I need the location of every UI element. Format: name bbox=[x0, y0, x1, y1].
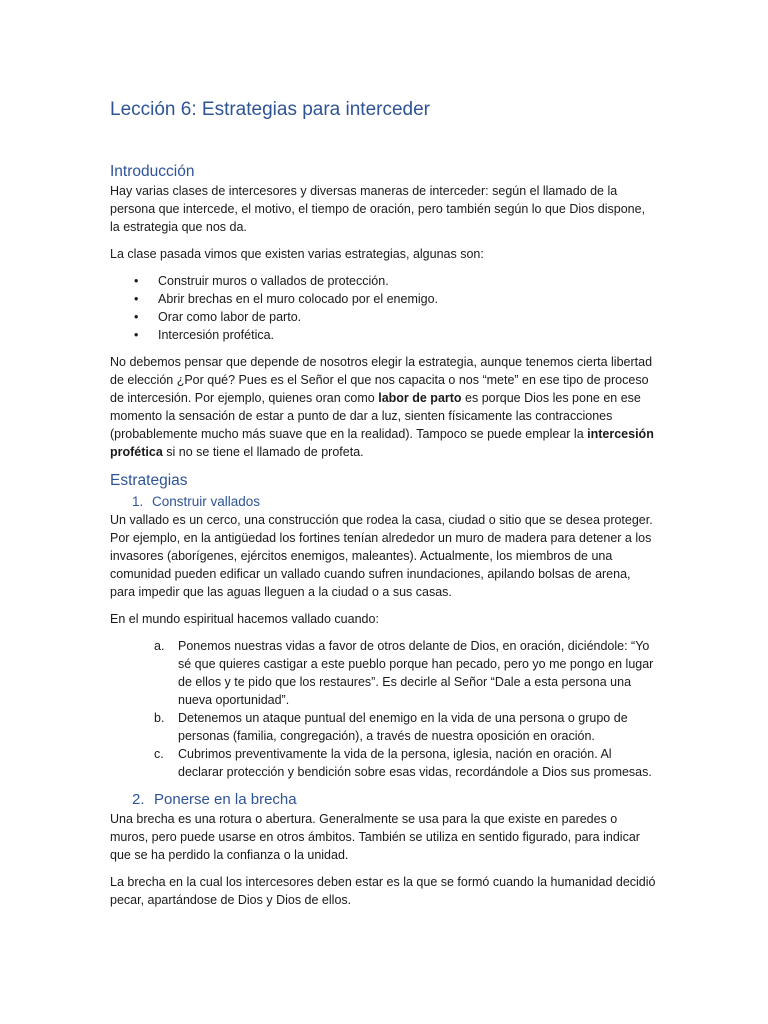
intro-paragraph-1: Hay varias clases de intercesores y diversas maneras de interceder: según el llamado de la persona que intercede, el motivo, el tiempo de oración, pero también según lo que Dios dispone, la estrategia que nos da. bbox=[110, 184, 646, 234]
bold-term-intercesion-profetica: intercesión profética bbox=[110, 427, 654, 459]
list-item-text: Ponemos nuestras vidas a favor de otros delante de Dios, en oración, diciéndole: “Yo sé que quieres castigar a este pueblo porque han pecado, pero yo me pongo en lugar de ellos y te pido que los restaures”. Es decirle al Señor “Dale a esta persona una nueva oportunidad”. bbox=[178, 639, 654, 707]
list-item: • Intercesión profética. bbox=[110, 326, 658, 344]
subsection-title: Construir vallados bbox=[152, 494, 261, 509]
list-marker: c. bbox=[154, 747, 164, 761]
list-item bbox=[110, 637, 658, 709]
list-item: • Construir muros o vallados de protección. bbox=[110, 272, 658, 290]
text-run: si no se tiene el llamado de profeta. bbox=[162, 445, 364, 459]
list-item-text: Cubrimos preventivamente la vida de la persona, iglesia, nación en oración. Al declarar protección y bendición sobre esas vidas, recordándole a Dios sus promesas. bbox=[178, 747, 652, 779]
vallado-paragraph-2: En el mundo espiritual hacemos vallado cuando: bbox=[110, 612, 379, 626]
subsection-heading-ponerse-en-la-brecha bbox=[132, 790, 658, 810]
lesson-title: Lección 6: Estrategias para interceder bbox=[110, 99, 431, 120]
section-heading-strategies: Estrategias bbox=[110, 472, 188, 489]
strategy-bullet-list bbox=[110, 272, 658, 344]
section-heading-introduction: Introducción bbox=[110, 163, 195, 180]
brecha-paragraph-1: Una brecha es una rotura o abertura. Generalmente se usa para la que existe en paredes o muros, pero puede usarse en otros ámbitos. También se utiliza en sentido figurado, para indicar que se ha perdido la confianza o la unidad. bbox=[110, 812, 640, 862]
subsection-number: 1. bbox=[132, 494, 144, 509]
vallado-paragraph-1: Un vallado es un cerco, una construcción que rodea la casa, ciudad o sitio que se desea proteger. Por ejemplo, en la antigüedad los fortines tenían alrededor un muro de madera para detener a los invasores (aborígenes, ejércitos enemigos, maleantes). Actualmente, los miembros de una comunidad pueden edificar un vallado cuando sufren inundaciones, apilando bolsas de arena, para impedir que las aguas lleguen a la ciudad o a sus casas. bbox=[110, 513, 653, 599]
brecha-paragraph-2: La brecha en la cual los intercesores deben estar es la que se formó cuando la humanidad decidió pecar, apartándose de Dios y Dios de ellos. bbox=[110, 875, 656, 907]
list-marker: b. bbox=[154, 711, 165, 725]
intro-paragraph-3 bbox=[110, 353, 658, 461]
list-item: • Abrir brechas en el muro colocado por el enemigo. bbox=[110, 290, 658, 308]
list-item bbox=[110, 745, 658, 781]
subsection-heading-construir-vallados bbox=[130, 493, 658, 511]
subsection-number: 2. bbox=[132, 791, 145, 808]
bold-term-labor-de-parto: labor de parto bbox=[378, 391, 462, 405]
intro-paragraph-2: La clase pasada vimos que existen varias estrategias, algunas son: bbox=[110, 247, 484, 261]
text-run: es porque Dios les pone en ese momento la sensación de estar a punto de dar a luz, sienten físicamente las contracciones (probablemente mucho más suave que en la realidad). Tampoco se puede emplear la bbox=[110, 391, 641, 441]
list-item-text: Detenemos un ataque puntual del enemigo en la vida de una persona o grupo de personas (familia, congregación), a través de nuestra oposición en oración. bbox=[178, 711, 628, 743]
list-item: • Orar como labor de parto. bbox=[110, 308, 658, 326]
list-marker: a. bbox=[154, 639, 165, 653]
subsection-title: Ponerse en la brecha bbox=[154, 791, 297, 808]
text-run: No debemos pensar que depende de nosotros elegir la estrategia, aunque tenemos cierta libertad de elección ¿Por qué? Pues es el Señor el que nos capacita o nos “mete” en ese tipo de proceso de intercesión. Por ejemplo, quienes oran como bbox=[110, 355, 653, 405]
vallado-lettered-list bbox=[110, 637, 658, 781]
list-item bbox=[110, 709, 658, 745]
